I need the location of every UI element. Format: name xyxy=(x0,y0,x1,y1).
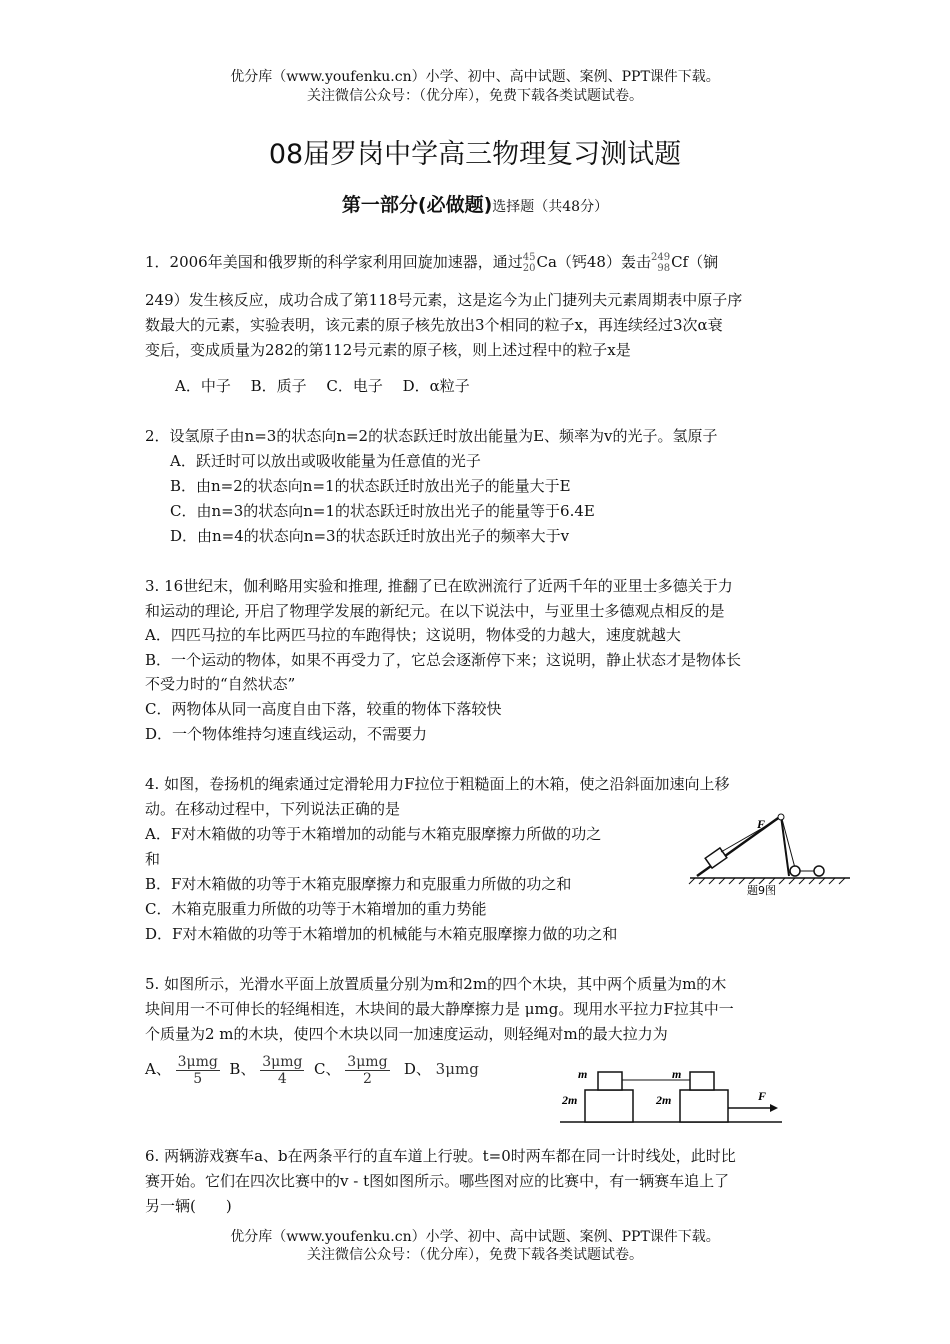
q2-option-b: B．由n=2的状态向n=1的状态跃迁时放出光子的能量大于E xyxy=(170,477,571,495)
q5-blocks-figure xyxy=(560,1062,785,1130)
q5-line-3: 个质量为2 m的木块，使四个木块以同一加速度运动，则轻绳对m的最大拉力为 xyxy=(145,1025,668,1043)
q3-option-d: D．一个物体维持匀速直线运动，不需要力 xyxy=(145,725,428,743)
section-heading-rest: 选择题（共48分） xyxy=(492,199,609,215)
footer-line-1: 优分库（www.youfenku.cn）小学、初中、高中试题、案例、PPT课件下载。 xyxy=(230,1229,720,1245)
q4-line-2: 动。在移动过程中，下列说法正确的是 xyxy=(145,800,401,818)
q1-line-4: 变后，变成质量为282的第112号元素的原子核，则上述过程中的粒子x是 xyxy=(145,341,631,359)
q2-stem: 2．设氢原子由n=3的状态向n=2的状态跃迁时放出能量为E、频率为v的光子。氢原子 xyxy=(145,427,718,445)
q5-line-1: 5. 如图所示，光滑水平面上放置质量分别为m和2m的四个木块，其中两个质量为m的木 xyxy=(145,975,727,993)
q5-fig-m-left: m xyxy=(578,1067,588,1081)
q2-option-a: A．跃迁时可以放出或吸收能量为任意值的光子 xyxy=(170,452,481,470)
q4-incline-figure xyxy=(685,808,855,898)
q4-option-c: C．木箱克服重力所做的功等于木箱增加的重力势能 xyxy=(145,900,487,918)
ca-nuclide-numbers: 45 20 xyxy=(522,252,536,274)
q4-fig-caption: 题9图 xyxy=(747,884,776,897)
q5-option-c-fraction: $\frac{\text{3μmg}}{2}$ xyxy=(347,1053,388,1087)
q2-option-d: D．由n=4的状态向n=3的状态跃迁时放出光子的频率大于v xyxy=(170,527,570,545)
q5-fig-force-label: F xyxy=(758,1089,767,1103)
q4-line-1: 4. 如图，卷扬机的绳索通过定滑轮用力F拉位于粗糙面上的木箱，使之沿斜面加速向上移 xyxy=(145,775,730,793)
q2-option-c: C．由n=3的状态向n=1的状态跃迁时放出光子的能量等于6.4E xyxy=(170,502,595,520)
q3-line-1: 3. 16世纪末，伽利略用实验和推理, 推翻了已在欧洲流行了近两千年的亚里士多德关于力 xyxy=(145,577,733,595)
q4-option-d: D．F对木箱做的功等于木箱增加的机械能与木箱克服摩擦力做的功之和 xyxy=(145,925,618,943)
q6-line-3: 另一辆( ) xyxy=(145,1197,232,1215)
q6-line-2: 赛开始。它们在四次比赛中的v - t图如图所示。哪些图对应的比赛中，有一辆赛车追上了 xyxy=(145,1172,730,1190)
q3-option-b-line-1: B．一个运动的物体，如果不再受力了，它总会逐渐停下来；这说明，静止状态才是物体长 xyxy=(145,651,742,669)
q3-option-a: A．四匹马拉的车比两匹马拉的车跑得快；这说明，物体受的力越大，速度就越大 xyxy=(145,626,681,644)
page-title: 08届罗岗中学高三物理复习测试题 xyxy=(268,139,682,170)
q4-option-a-line-2: 和 xyxy=(145,850,161,868)
q5-fig-2m-left: 2m xyxy=(562,1093,578,1107)
section-heading-bold: 第一部分(必做题) xyxy=(341,194,493,216)
header-line-2: 关注微信公众号：（优分库），免费下载各类试题试卷。 xyxy=(307,88,643,104)
q5-option-a-fraction: $\frac{\text{3μmg}}{5}$ xyxy=(177,1053,218,1087)
q1-line-2: 249）发生核反应，成功合成了第118号元素，这是迄今为止门捷列夫元素周期表中原子序 xyxy=(145,291,743,309)
cf-nuclide-numbers: 249 98 xyxy=(650,252,671,274)
q5-line-2: 块间用一不可伸长的轻绳相连，木块间的最大静摩擦力是 μmg。现用水平拉力F拉其中一 xyxy=(145,1000,734,1018)
q3-option-b-line-2: 不受力时的“自然状态” xyxy=(145,675,296,693)
q1-options: A．中子 B．质子 C．电子 D．α粒子 xyxy=(175,377,470,395)
q4-option-a-line-1: A．F对木箱做的功等于木箱增加的动能与木箱克服摩擦力所做的功之 xyxy=(145,825,602,843)
q5-option-b-fraction: $\frac{\text{3μmg}}{4}$ xyxy=(262,1053,303,1087)
q3-line-2: 和运动的理论, 开启了物理学发展的新纪元。在以下说法中，与亚里士多德观点相反的是 xyxy=(145,602,725,620)
header-line-1: 优分库（www.youfenku.cn）小学、初中、高中试题、案例、PPT课件下载。 xyxy=(230,69,720,85)
q5-fig-m-right: m xyxy=(672,1067,682,1081)
q5-option-d-value: 3μmg xyxy=(435,1060,479,1078)
q5-options: A、 $\frac{\text{3μmg}}{5}$ B、 $\frac{\text{3μmg}}{4}$ C、 $\frac{\text{3μmg}}{2}$ D、 3μmg xyxy=(145,1053,479,1087)
q1-line-3: 数最大的元素，实验表明，该元素的原子核先放出3个相同的粒子x，再连续经过3次α衰 xyxy=(145,316,723,334)
footer-line-2: 关注微信公众号：（优分库），免费下载各类试题试卷。 xyxy=(307,1247,643,1263)
section-heading xyxy=(0,190,950,217)
q1-line-1: 1．2006年美国和俄罗斯的科学家利用回旋加速器，通过 45 20 Ca（钙48）轰击 249 98 Cf（锎 xyxy=(145,252,719,274)
q6-line-1: 6. 两辆游戏赛车a、b在两条平行的直车道上行驶。t=0时两车都在同一计时线处，此时比 xyxy=(145,1147,736,1165)
q4-fig-force-label: F xyxy=(757,817,766,831)
q3-option-c: C．两物体从同一高度自由下落，较重的物体下落较快 xyxy=(145,700,502,718)
q5-fig-2m-right: 2m xyxy=(656,1093,672,1107)
q4-option-b: B．F对木箱做的功等于木箱克服摩擦力和克服重力所做的功之和 xyxy=(145,875,572,893)
